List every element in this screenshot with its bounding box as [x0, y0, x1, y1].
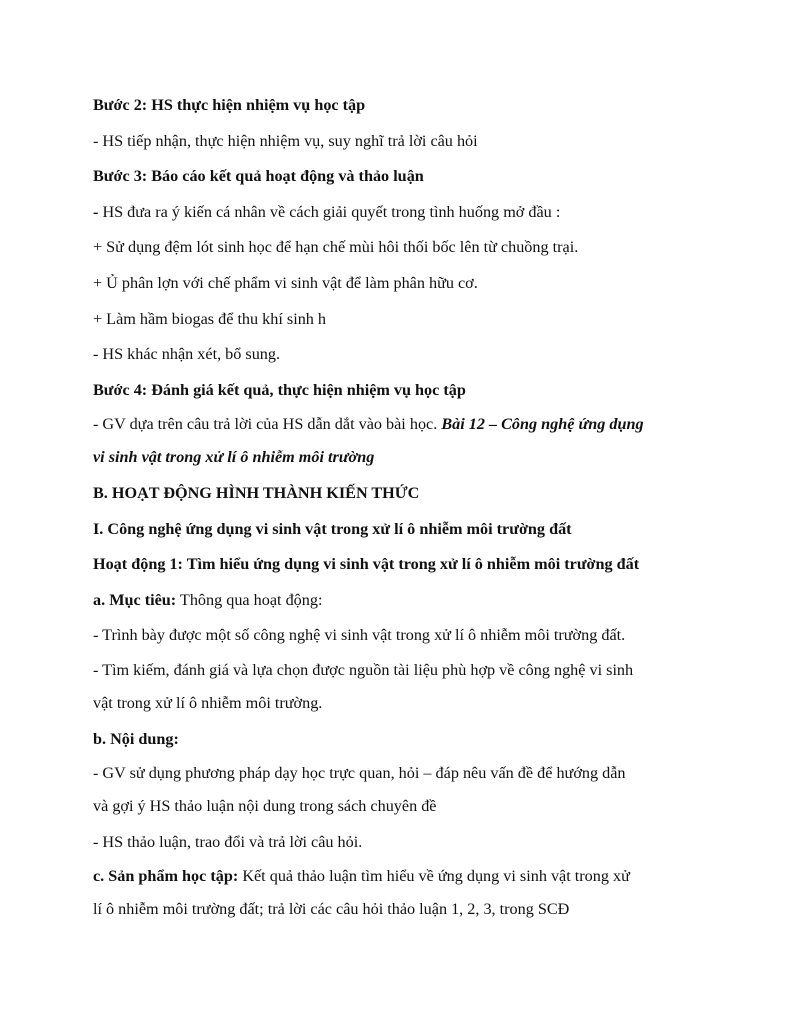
content-item-1-line-1: - GV sử dụng phương pháp dạy học trực quan, hỏi – đáp nêu vấn đề để hướng dẫn [93, 764, 626, 783]
step2-text: - HS tiếp nhận, thực hiện nhiệm vụ, suy nghĩ trả lời câu hỏi [93, 131, 478, 150]
lesson-title-part-2 [93, 440, 713, 476]
step3-text-body: HS đưa ra ý kiến cá nhân về cách giải quyết trong tình huống mở đầu : [102, 202, 561, 221]
product-text-1: Kết quả thảo luận tìm hiểu về ứng dụng vi sinh vật trong xử [238, 867, 630, 886]
bullet-item-3: + Làm hầm biogas để thu khí sinh h [93, 309, 327, 328]
step3-dash: - [93, 202, 103, 221]
goal-text: Thông qua hoạt động: [176, 590, 323, 609]
step4-text-body: - GV dựa trên câu trả lời của HS dẫn dắt vào bài học. [93, 415, 442, 434]
lesson-title-part-2-text: vi sinh vật trong xử lí ô nhiễm môi trường [93, 448, 375, 467]
product-label: c. Sản phẩm học tập: [93, 867, 239, 886]
section-b-heading: B. HOẠT ĐỘNG HÌNH THÀNH KIẾN THỨC [93, 483, 420, 502]
section-i-heading: I. Công nghệ ứng dụng vi sinh vật trong xử lí ô nhiễm môi trường đất [93, 519, 572, 538]
bullet-item-2: + Ủ phân lợn với chế phẩm vi sinh vật để làm phân hữu cơ. [93, 273, 478, 292]
product-text-2: lí ô nhiễm môi trường đất; trả lời các câu hỏi thảo luận 1, 2, 3, trong SCĐ [93, 900, 570, 919]
activity-1-heading: Hoạt động 1: Tìm hiểu ứng dụng vi sinh vật trong xử lí ô nhiễm môi trường đất [93, 555, 640, 574]
step4-text [93, 408, 713, 440]
goal-label: a. Mục tiêu: [93, 590, 177, 609]
step3-other-students: - HS khác nhận xét, bổ sung. [93, 345, 281, 364]
bullet-item-1: + Sử dụng đệm lót sinh học để hạn chế mùi hôi thối bốc lên từ chuồng trại. [93, 238, 579, 257]
goal-paragraph [93, 583, 713, 619]
step4-heading: Bước 4: Đánh giá kết quả, thực hiện nhiệm vụ học tập [93, 380, 466, 399]
step3-text [93, 195, 713, 231]
goal-item-2-line-1: - Tìm kiếm, đánh giá và lựa chọn được nguồn tài liệu phù hợp về công nghệ vi sinh [93, 660, 634, 679]
content-label: b. Nội dung: [93, 729, 179, 748]
goal-item-2-line-2: vật trong xử lí ô nhiễm môi trường. [93, 693, 323, 712]
lesson-title-part-1: Bài 12 – Công nghệ ứng dụng [441, 415, 644, 434]
product-paragraph [93, 860, 713, 892]
goal-item-1: - Trình bày được một số công nghệ vi sinh vật trong xử lí ô nhiễm môi trường đất. [93, 626, 626, 645]
content-item-1-line-2: và gợi ý HS thảo luận nội dung trong sách chuyên đề [93, 797, 437, 816]
content-item-2: - HS thảo luận, trao đổi và trả lời câu hỏi. [93, 832, 363, 851]
step2-heading: Bước 2: HS thực hiện nhiệm vụ học tập [93, 96, 366, 114]
step3-heading: Bước 3: Báo cáo kết quả hoạt động và thảo luận [93, 167, 424, 186]
document-page [93, 88, 713, 928]
